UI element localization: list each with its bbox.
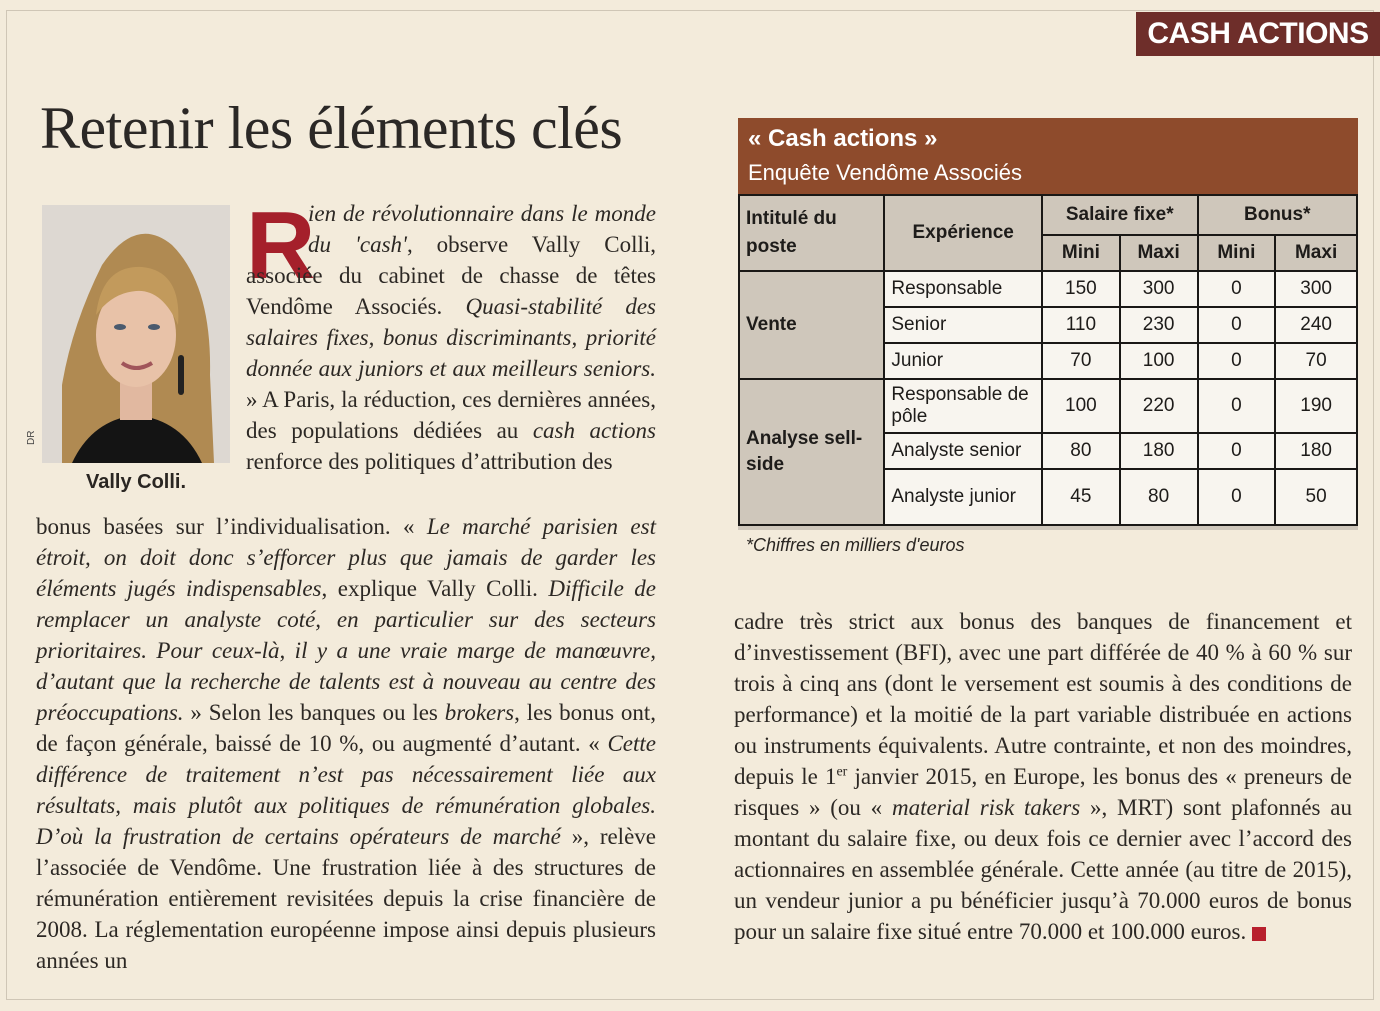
paragraph-body bbox=[36, 511, 656, 976]
value-cell: 300 bbox=[1120, 271, 1198, 307]
value-cell: 300 bbox=[1275, 271, 1357, 307]
value-cell: 45 bbox=[1042, 469, 1120, 525]
headline: Retenir les éléments clés bbox=[40, 95, 623, 161]
body-text-2 bbox=[734, 609, 1352, 944]
value-cell: 230 bbox=[1120, 307, 1198, 343]
value-cell: 180 bbox=[1120, 433, 1198, 469]
col1b-run: » Selon les banques ou les bbox=[183, 700, 445, 725]
col1b-run: bonus basées sur l’individualisation. « bbox=[36, 514, 427, 539]
survey-grid bbox=[738, 194, 1358, 526]
paragraph-col2 bbox=[734, 606, 1352, 947]
table-title: « Cash actions » bbox=[748, 125, 938, 152]
value-cell: 50 bbox=[1275, 469, 1357, 525]
drop-cap: R bbox=[246, 192, 316, 299]
value-cell: 80 bbox=[1042, 433, 1120, 469]
table-row bbox=[739, 379, 1357, 433]
photo-caption: Vally Colli. bbox=[85, 471, 187, 493]
experience-cell: Responsable bbox=[884, 271, 1042, 307]
header-salaire-maxi: Maxi bbox=[1120, 235, 1198, 271]
table-body bbox=[739, 271, 1357, 525]
col2-run: cadre très strict aux bonus des banques de financement et d’investissement (BFI), avec une part différée de 40 % à 60 % sur trois à cinq ans (dont le versement est soumis à des conditions de performance) et la moitié de la part variable distribuée en actions ou instruments équivalents. Autre contrainte, et non des moindres, depuis le 1 bbox=[734, 609, 1352, 789]
col1b-run: , les bonus ont, de façon générale, baissé de 10 %, ou augmenté d’autant. « bbox=[36, 700, 657, 756]
col1b-run: Cette différence de traitement n’est pas nécessairement liée aux résultats, mais plutôt aux politiques de rémunération globales. D’où la frustration de certains opérateurs de marché bbox=[36, 731, 656, 849]
table-footnote: *Chiffres en milliers d'euros bbox=[746, 535, 965, 555]
col1a-run: » A Paris, la réduction, ces dernières années, des populations dédiées au bbox=[246, 387, 656, 443]
value-cell: 80 bbox=[1120, 469, 1198, 525]
intro-text bbox=[246, 192, 657, 474]
photo-credit: DR bbox=[26, 430, 37, 445]
col2-run: », MRT) sont plafonnés au montant du salaire fixe, ou deux fois ce dernier avec l’accord des actionnaires en assemblée générale. Cette année (au titre de 2015), un vendeur junior a pu bénéficier jusqu’à 70.000 euros de bonus pour un salaire fixe situé entre 70.000 et 100.000 euros. bbox=[734, 795, 1352, 944]
value-cell: 220 bbox=[1120, 379, 1198, 433]
paragraph-intro bbox=[246, 192, 657, 477]
end-of-article-mark bbox=[1252, 927, 1266, 941]
table-subtitle: Enquête Vendôme Associés bbox=[748, 160, 1022, 185]
value-cell: 70 bbox=[1042, 343, 1120, 379]
experience-cell: Analyste senior bbox=[884, 433, 1042, 469]
value-cell: 0 bbox=[1198, 469, 1276, 525]
value-cell: 110 bbox=[1042, 307, 1120, 343]
experience-cell: Responsable de pôle bbox=[884, 379, 1042, 433]
col1b-run: Difficile de remplacer un analyste coté, en particulier sur des secteurs prioritaires. Pour ceux-là, il y a une vraie marge de manœuvre, d’autant que la recherche de talents est à nouveau au centre des préoccupations. bbox=[36, 576, 656, 725]
experience-cell: Junior bbox=[884, 343, 1042, 379]
portrait-illustration bbox=[42, 205, 230, 463]
col1a-run: cash actions bbox=[532, 418, 656, 443]
article-column-1-top bbox=[246, 192, 657, 477]
header-salaire: Salaire fixe* bbox=[1042, 195, 1197, 235]
col2-run: janvier 2015, en Europe, les bonus des « preneurs de risques » (ou « bbox=[734, 764, 1352, 820]
value-cell: 0 bbox=[1198, 271, 1276, 307]
value-cell: 70 bbox=[1275, 343, 1357, 379]
table-header-band bbox=[738, 118, 1358, 194]
category-cell: Vente bbox=[739, 271, 884, 379]
col2-run: material risk takers bbox=[891, 795, 1081, 820]
col1a-run: renforce des politiques d’attribution des bbox=[246, 449, 613, 474]
col1b-run: Le marché parisien est étroit, on doit donc s’efforcer plus que jamais de garder les éléments jugés indispensables bbox=[36, 514, 656, 601]
col1b-run: , explique Vally Colli. bbox=[321, 576, 549, 601]
value-cell: 100 bbox=[1120, 343, 1198, 379]
body-text-1 bbox=[36, 514, 656, 973]
header-bonus-maxi: Maxi bbox=[1275, 235, 1357, 271]
experience-cell: Analyste junior bbox=[884, 469, 1042, 525]
header-poste: Intitulé du poste bbox=[739, 195, 884, 271]
value-cell: 0 bbox=[1198, 343, 1276, 379]
header-bonus-mini: Mini bbox=[1198, 235, 1276, 271]
salary-survey-table bbox=[738, 118, 1358, 530]
section-tag: CASH ACTIONS bbox=[1136, 12, 1380, 56]
value-cell: 190 bbox=[1275, 379, 1357, 433]
category-cell: Analyse sell-side bbox=[739, 379, 884, 525]
table-row bbox=[739, 271, 1357, 307]
article-column-1-bottom bbox=[36, 511, 656, 976]
col1a-run: , observe Vally Colli, associée du cabinet de chasse de têtes Vendôme Associés. bbox=[246, 232, 657, 319]
header-experience: Expérience bbox=[884, 195, 1042, 271]
portrait-photo bbox=[42, 205, 230, 463]
experience-cell: Senior bbox=[884, 307, 1042, 343]
value-cell: 180 bbox=[1275, 433, 1357, 469]
table-header-row-1 bbox=[739, 195, 1357, 235]
col2-run: er bbox=[836, 764, 848, 780]
col1a-run: Quasi-stabilité des salaires fixes, bonus discriminants, priorité donnée aux juniors et aux meilleurs seniors. bbox=[246, 294, 656, 381]
header-bonus: Bonus* bbox=[1198, 195, 1358, 235]
value-cell: 150 bbox=[1042, 271, 1120, 307]
article-column-2 bbox=[734, 606, 1352, 947]
value-cell: 0 bbox=[1198, 379, 1276, 433]
value-cell: 0 bbox=[1198, 307, 1276, 343]
col1b-run: brokers bbox=[444, 700, 515, 725]
header-salaire-mini: Mini bbox=[1042, 235, 1120, 271]
value-cell: 240 bbox=[1275, 307, 1357, 343]
value-cell: 100 bbox=[1042, 379, 1120, 433]
value-cell: 0 bbox=[1198, 433, 1276, 469]
col1b-run: », relève l’associée de Vendôme. Une frustration liée à des structures de rémunération entièrement revisitées depuis la crise financière de 2008. La réglementation européenne impose ainsi depuis plusieurs années un bbox=[36, 824, 656, 973]
col1a-run: ien de révolutionnaire dans le monde du 'cash' bbox=[308, 201, 656, 257]
